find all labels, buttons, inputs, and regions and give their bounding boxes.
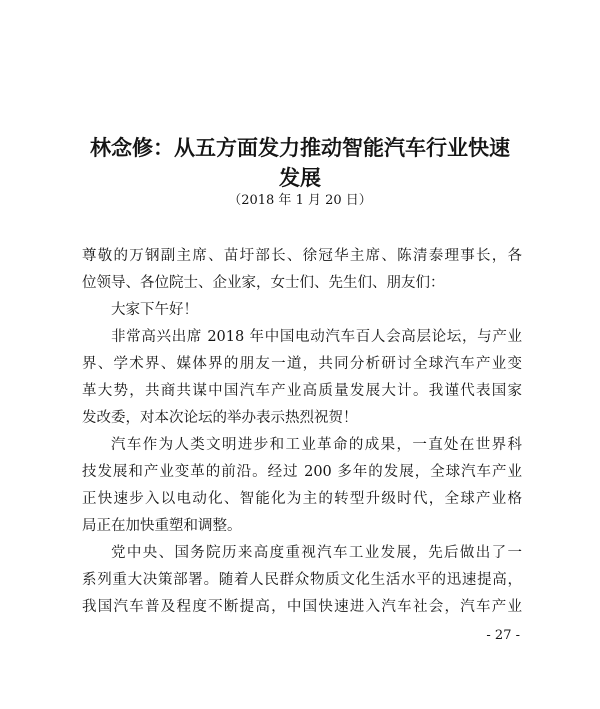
body-line: 大家下午好！ xyxy=(111,302,198,318)
body-line: 技发展和产业变革的前沿。经过 200 多年的发展，全球汽车产业 xyxy=(82,464,522,480)
body-line: 汽车作为人类文明进步和工业革命的成果，一直处在世界科 xyxy=(111,437,522,453)
body-line: 我国汽车普及程度不断提高，中国快速进入汽车社会，汽车产业 xyxy=(82,599,522,615)
body-line: 界、学术界、媒体界的朋友一道，共同分析研讨全球汽车产业变 xyxy=(82,356,522,372)
document-title-line-2: 发展 xyxy=(279,165,321,190)
document-title-line-1: 林念修：从五方面发力推动智能汽车行业快速 xyxy=(90,135,510,160)
paragraph-salutation xyxy=(82,243,522,297)
body-line: 位领导、各位院士、企业家，女士们、先生们、朋友们： xyxy=(82,275,445,291)
body-line: 正快速步入以电动化、智能化为主的转型升级时代，全球产业格 xyxy=(82,491,522,507)
body-line: 非常高兴出席 2018 年中国电动汽车百人会高层论坛，与产业 xyxy=(111,329,522,345)
speech-body xyxy=(82,243,522,621)
speech-date: （2018 年 1 月 20 日） xyxy=(228,193,372,208)
body-line: 党中央、国务院历来高度重视汽车工业发展，先后做出了一 xyxy=(111,545,522,561)
body-line: 革大势，共商共谋中国汽车产业高质量发展大计。我谨代表国家 xyxy=(82,383,522,399)
body-line: 尊敬的万钢副主席、苗圩部长、徐冠华主席、陈清泰理事长，各 xyxy=(82,248,522,264)
paragraph-congratulation xyxy=(82,324,522,432)
paragraph-policy xyxy=(82,540,522,621)
body-line: 系列重大决策部署。随着人民群众物质文化生活水平的迅速提高， xyxy=(82,572,522,588)
paragraph-industry-trend xyxy=(82,432,522,540)
paragraph-greeting xyxy=(82,297,522,324)
page-number: - 27 - xyxy=(486,628,520,643)
body-line: 局正在加快重塑和调整。 xyxy=(82,518,242,534)
body-line: 发改委，对本次论坛的举办表示热烈祝贺！ xyxy=(82,410,358,426)
